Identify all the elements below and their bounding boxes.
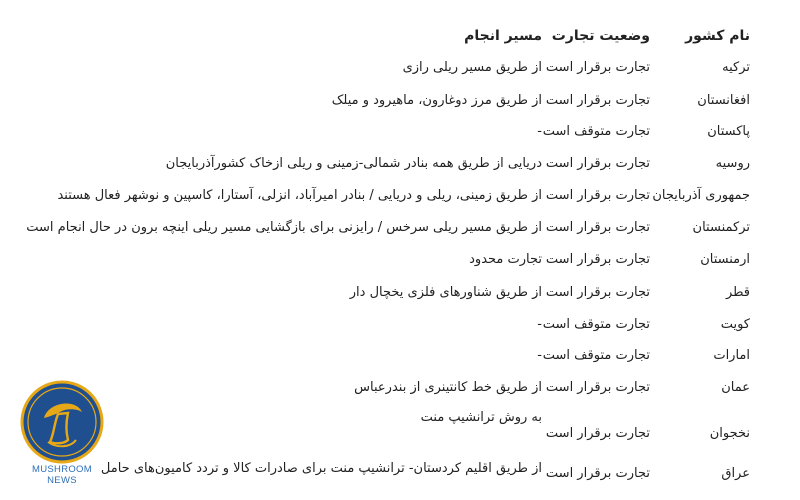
logo-text-line2: NEWS (47, 475, 77, 486)
row-country: جمهوری آذربایجان (652, 188, 750, 203)
row-country: عمان (721, 380, 750, 395)
row-route: از طریق شناورهای فلزی یخچال دار (349, 285, 542, 300)
mushroom-logo-icon (18, 378, 106, 466)
row-status: تجارت برقرار است (545, 93, 650, 108)
row-status: تجارت برقرار است (545, 156, 650, 171)
row-country: ارمنستان (700, 252, 750, 267)
row-status: تجارت برقرار است (545, 188, 650, 203)
row-route: به روش ترانشیپ منت (420, 410, 542, 425)
row-country: ترکمنستان (692, 220, 750, 235)
row-country: امارات (713, 348, 750, 363)
row-country: ترکیه (722, 60, 750, 75)
row-status: تجارت متوقف است (542, 317, 650, 332)
row-status: تجارت برقرار است (545, 220, 650, 235)
row-status: تجارت برقرار است (545, 285, 650, 300)
row-country: نخجوان (709, 426, 750, 441)
row-status: تجارت برقرار است (545, 380, 650, 395)
row-route: - (537, 124, 542, 139)
header-country: نام کشور (685, 28, 750, 44)
logo-text-line1: MUSHROOM (32, 464, 92, 475)
row-country: کویت (720, 317, 750, 332)
row-status: تجارت برقرار است (545, 426, 650, 441)
row-country: افغانستان (697, 93, 750, 108)
row-country: روسیه (715, 156, 750, 171)
row-route: از طریق مرز دوغارون، ماهیرود و میلک (331, 93, 542, 108)
row-route: از طریق خط کانتینری از بندرعباس (354, 380, 542, 395)
row-route: - (537, 317, 542, 332)
row-route: از طریق زمینی، ریلی و دریایی / بنادر امیرآباد، انزلی، آستارا، کاسپین و نوشهر فعال هستند (57, 188, 542, 203)
row-route: تجارت محدود (469, 252, 542, 267)
row-route: دریایی از طریق همه بنادر شمالی-زمینی و ریلی ازخاک کشورآذربایجان (165, 156, 542, 171)
row-route: - (537, 348, 542, 363)
row-status: تجارت برقرار است (545, 466, 650, 481)
row-status: تجارت برقرار است (545, 252, 650, 267)
row-status: تجارت متوقف است (542, 124, 650, 139)
row-route: از طریق مسیر ریلی رازی (402, 60, 542, 75)
row-country: عراق (721, 466, 750, 481)
row-route: از طریق اقلیم کردستان- ترانشیپ منت برای صادرات کالا و تردد کامیون‌های حامل (100, 461, 542, 476)
row-country: قطر (725, 285, 750, 300)
header-route: مسیر انجام (464, 28, 542, 44)
row-status: تجارت متوقف است (542, 348, 650, 363)
row-status: تجارت برقرار است (545, 60, 650, 75)
header-status: وضعیت تجارت (551, 28, 650, 44)
row-route: از طریق مسیر ریلی سرخس / رایزنی برای بازگشایی مسیر ریلی اینچه برون در حال انجام است (26, 220, 542, 235)
row-country: پاکستان (707, 124, 750, 139)
mushroom-news-logo (18, 378, 106, 486)
